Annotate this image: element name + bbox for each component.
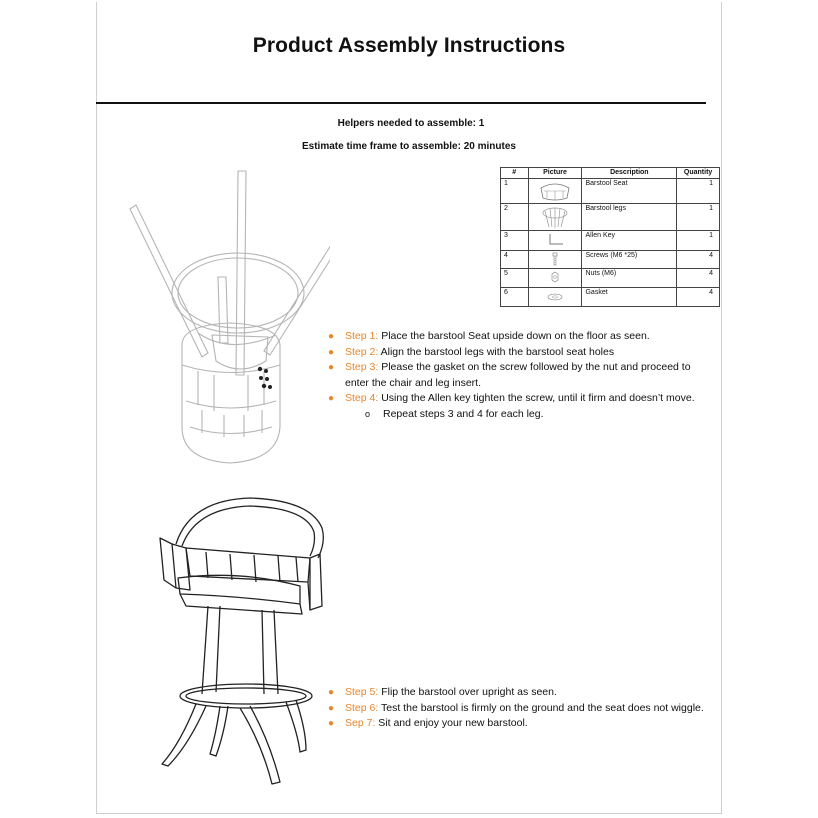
- row-description: Gasket: [582, 288, 677, 307]
- steps-list-part-2: [325, 685, 704, 732]
- step-text: Sit and enjoy your new barstool.: [375, 717, 528, 729]
- table-row: [501, 204, 720, 231]
- orange-bullet-icon: ●: [328, 687, 335, 698]
- row-description: Screws (M6 *25): [582, 251, 677, 269]
- step-item: [325, 345, 717, 361]
- row-description: Allen Key: [582, 231, 677, 251]
- page-title: Product Assembly Instructions: [252, 34, 566, 57]
- row-quantity: 4: [677, 269, 720, 288]
- title-divider: [96, 102, 706, 104]
- row-quantity: 4: [677, 251, 720, 269]
- step-text: Using the Allen key tighten the screw, until it firm and doesn’t move.: [378, 392, 695, 404]
- table-row: [501, 179, 720, 204]
- step-label: Step 1:: [345, 330, 379, 342]
- header-quantity: Quantity: [677, 168, 720, 179]
- parts-table: [500, 167, 720, 307]
- orange-bullet-icon: ●: [328, 346, 335, 358]
- header-description: Description: [582, 168, 677, 179]
- row-number: 2: [501, 204, 529, 231]
- row-quantity: 4: [677, 288, 720, 307]
- step-label: Step 5:: [345, 686, 379, 698]
- orange-bullet-icon: ●: [328, 393, 335, 404]
- parts-table-header: [501, 168, 720, 179]
- step-text: Align the barstool legs with the barstool seat holes: [378, 345, 615, 358]
- header-picture: Picture: [528, 168, 582, 179]
- row-quantity: 1: [677, 204, 720, 231]
- sub-step-item: [325, 407, 717, 423]
- gasket-icon: [535, 289, 575, 304]
- row-description: Nuts (M6): [582, 269, 677, 288]
- screw-icon: [535, 252, 575, 267]
- nut-icon: [535, 270, 575, 285]
- sub-step-text: Repeat steps 3 and 4 for each leg.: [383, 407, 544, 420]
- barstool-legs-icon: [535, 205, 575, 229]
- step-item: [325, 685, 704, 701]
- barstool-seat-icon: [535, 180, 575, 202]
- step-label: Sep 7:: [345, 717, 376, 729]
- row-description: Barstool legs: [582, 204, 677, 231]
- step-text: Flip the barstool over upright as seen.: [378, 686, 557, 698]
- step-item: [325, 391, 717, 407]
- allen-key-icon: [535, 232, 575, 248]
- table-row: [501, 288, 720, 307]
- step-label: Step 4:: [345, 392, 379, 404]
- row-number: 1: [501, 179, 529, 204]
- step-item: [325, 716, 704, 732]
- orange-bullet-icon: ●: [328, 331, 335, 342]
- helpers-needed: Helpers needed to assemble: 1: [337, 118, 485, 129]
- step-item: [325, 701, 704, 717]
- row-number: 3: [501, 231, 529, 251]
- orange-bullet-icon: ●: [328, 718, 335, 729]
- orange-bullet-icon: ●: [328, 362, 335, 373]
- row-number: 6: [501, 288, 529, 307]
- step-item: [325, 329, 717, 345]
- sub-bullet: o: [365, 408, 371, 419]
- table-row: [501, 269, 720, 288]
- steps-list-part-1: [325, 329, 717, 422]
- step-label: Step 6:: [345, 701, 379, 714]
- step-label: Step 3:: [345, 361, 379, 373]
- row-quantity: 1: [677, 231, 720, 251]
- step-item: [325, 360, 717, 391]
- row-quantity: 1: [677, 179, 720, 204]
- table-row: [501, 231, 720, 251]
- header-number: #: [501, 168, 529, 179]
- step-text: Test the barstool is firmly on the ground and the seat does not wiggle.: [378, 701, 704, 714]
- upside-down-barstool-illustration: [120, 165, 330, 470]
- row-number: 5: [501, 269, 529, 288]
- step-text: Please the gasket on the screw followed by the nut and proceed to enter the chair and leg insert.: [345, 361, 691, 389]
- row-description: Barstool Seat: [582, 179, 677, 204]
- step-text: Place the barstool Seat upside down on the floor as seen.: [378, 330, 650, 342]
- upright-barstool-illustration: [150, 494, 340, 794]
- step-label: Step 2:: [345, 345, 379, 358]
- time-estimate: Estimate time frame to assemble: 20 minutes: [302, 141, 516, 152]
- table-row: [501, 251, 720, 269]
- orange-bullet-icon: ●: [328, 702, 335, 714]
- row-number: 4: [501, 251, 529, 269]
